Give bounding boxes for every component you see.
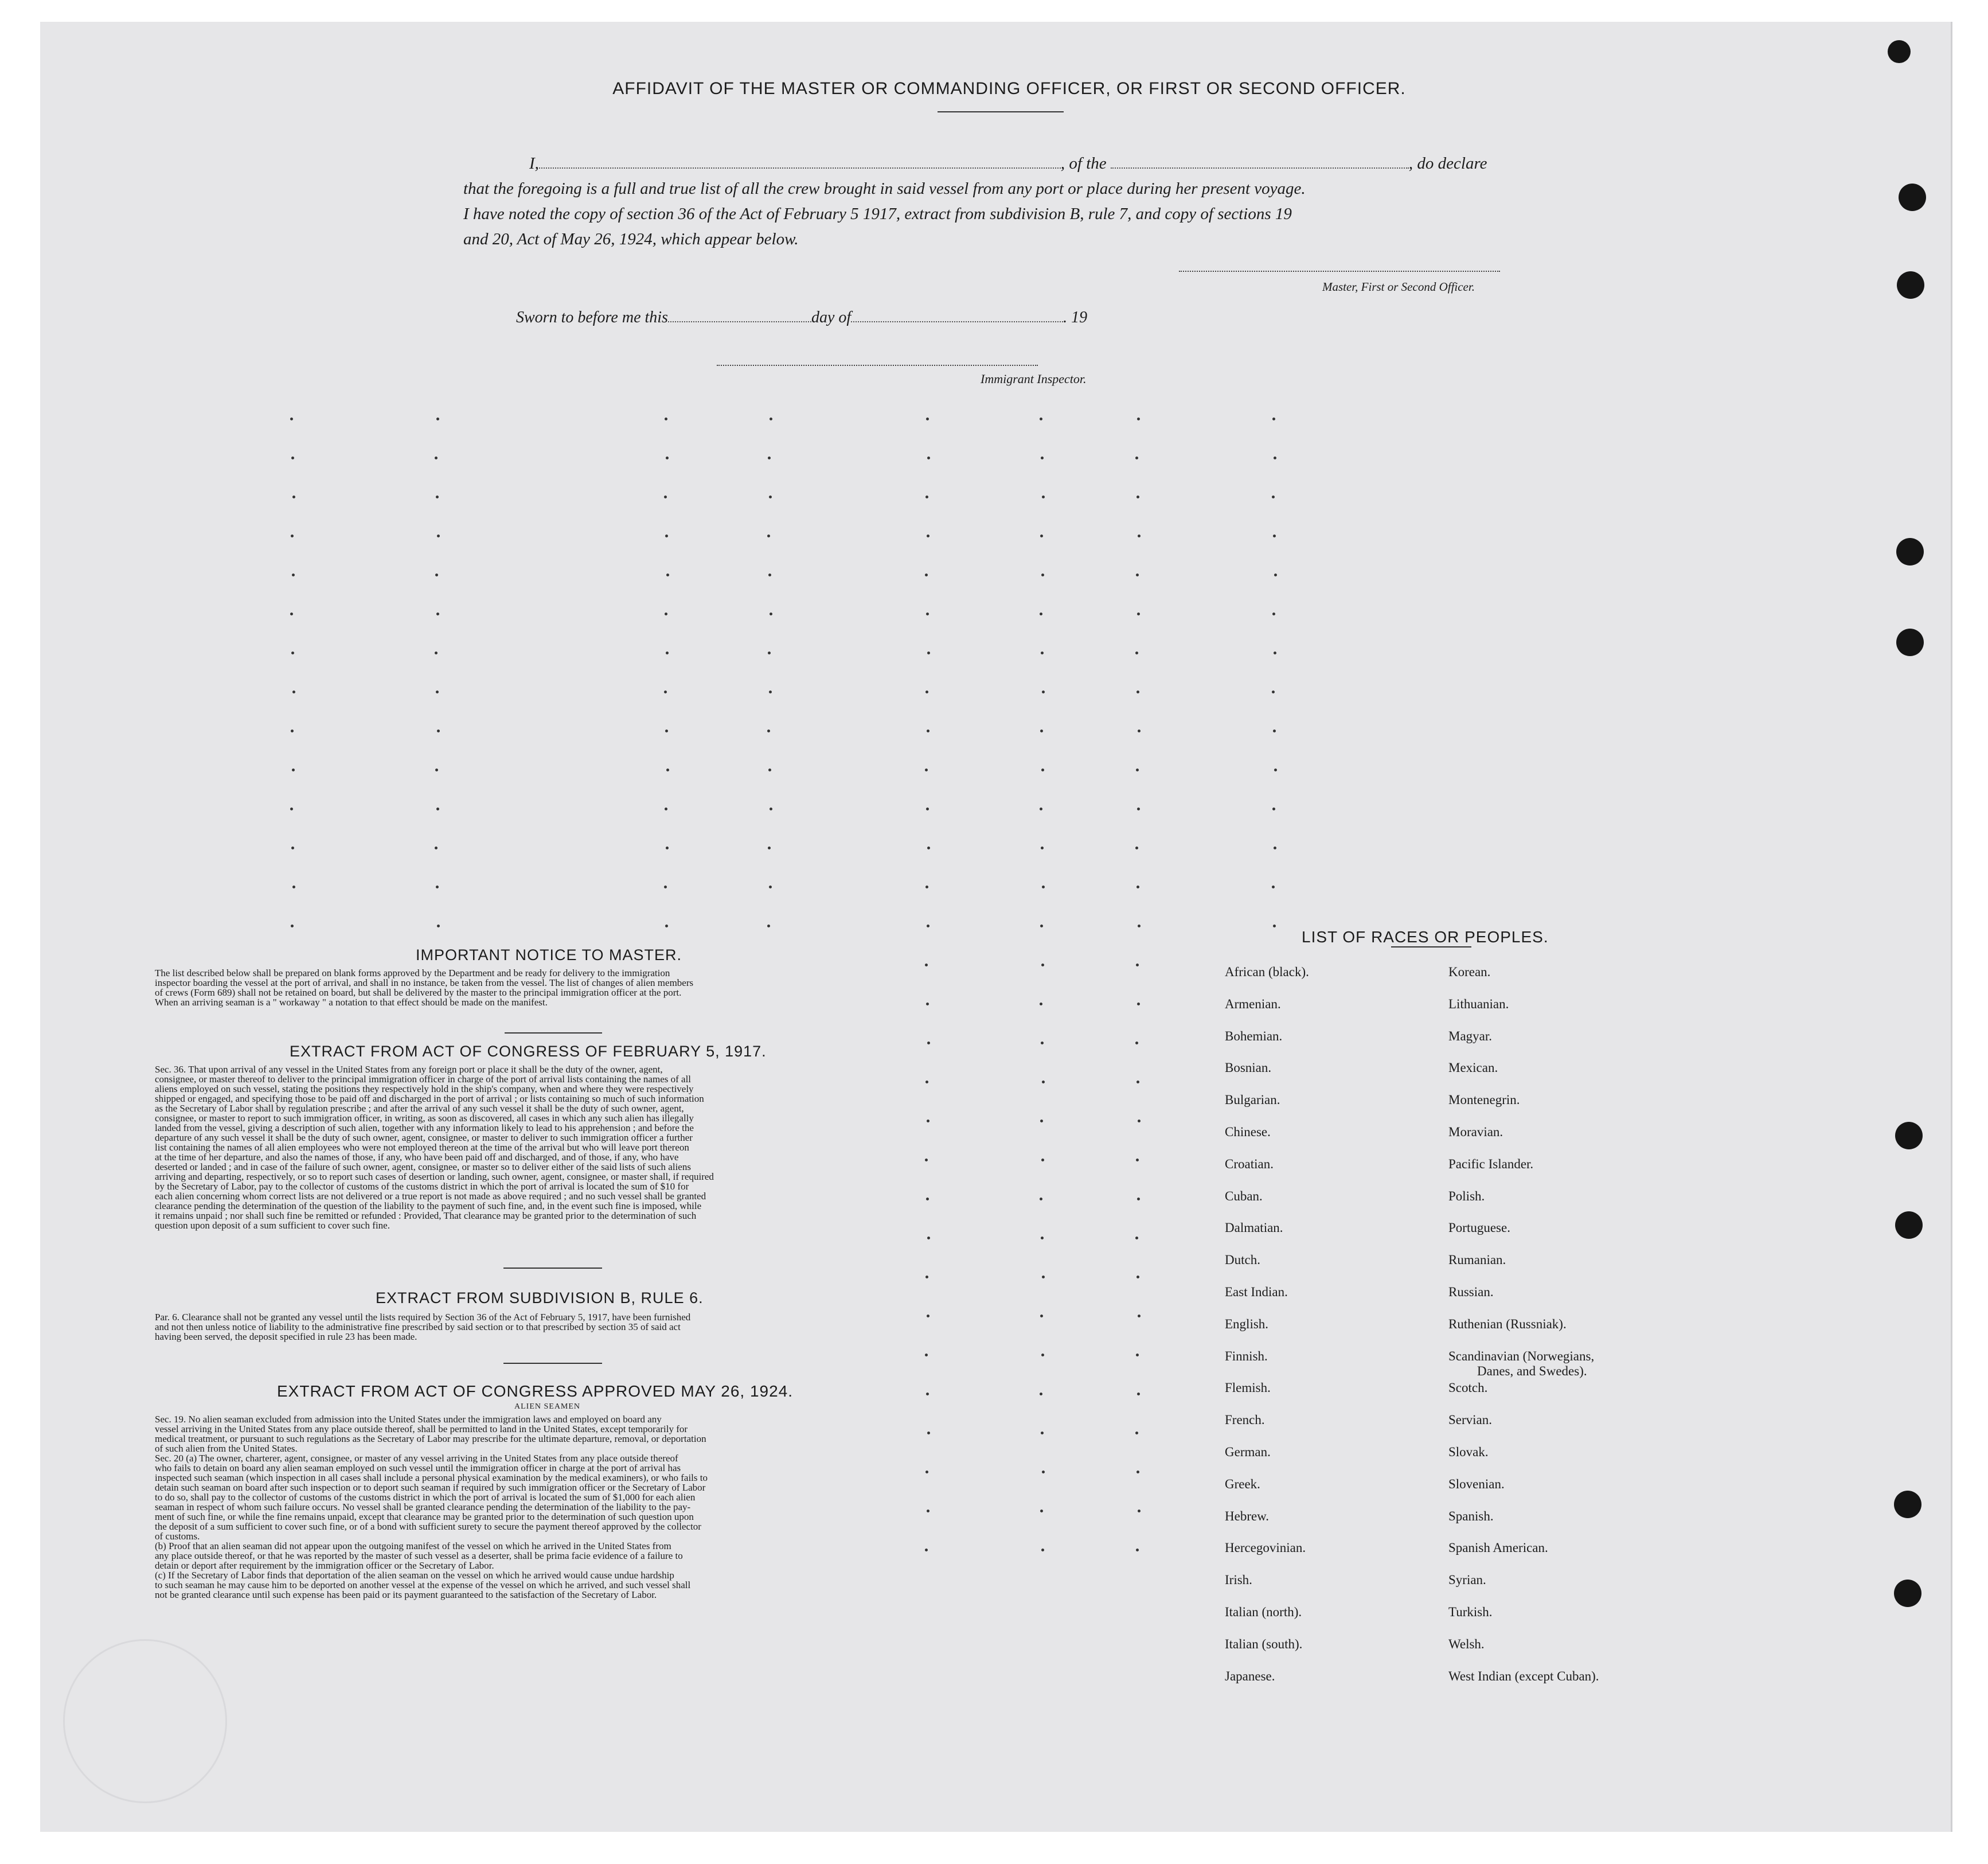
guide-dot [927, 535, 929, 537]
guide-dot [1138, 1510, 1141, 1512]
race-item: Hebrew. [1225, 1508, 1270, 1523]
guide-dot [435, 457, 438, 459]
guide-dot [1272, 613, 1275, 615]
guide-dot [767, 730, 770, 732]
guide-dot [1138, 730, 1141, 732]
race-item: Armenian. [1225, 996, 1281, 1011]
guide-dot [926, 418, 929, 420]
guide-dot [1041, 574, 1044, 576]
guide-dot [291, 925, 294, 927]
race-item: West Indian (except Cuban). [1448, 1668, 1599, 1683]
extract-line: consignee, or master thereof to deliver to the principal immigration officer in charge of the port of arrival lists containing the names of all [155, 1074, 692, 1085]
guide-dot [436, 691, 439, 693]
extract-line: arriving and departing, respectively, or so to report such cases of desertion or landing, such owner, agent, consignee, or master shall, if required [155, 1171, 714, 1182]
guide-dot [664, 496, 667, 498]
guide-dot [1135, 1237, 1138, 1239]
vessel-field[interactable] [1111, 167, 1409, 169]
guide-dot [666, 574, 669, 576]
sworn-label: Sworn to before me this [516, 309, 668, 326]
race-item: Bulgarian. [1225, 1093, 1280, 1108]
guide-dot [1136, 1549, 1139, 1551]
guide-dot [927, 457, 930, 459]
guide-dot [1274, 457, 1276, 459]
guide-dot [435, 574, 438, 576]
title-underline [938, 111, 1064, 112]
guide-dot [1272, 886, 1275, 888]
guide-dot [1041, 769, 1044, 771]
guide-dot [435, 847, 438, 849]
guide-dot [1040, 1120, 1043, 1122]
guide-dot [435, 769, 438, 771]
guide-dot [1136, 886, 1139, 888]
guide-dot [1040, 730, 1043, 732]
race-item: Korean. [1448, 965, 1491, 979]
affidavit-body [463, 151, 1581, 252]
guide-dot [1135, 1042, 1138, 1044]
guide-dot [665, 613, 667, 615]
guide-dot [1041, 964, 1044, 966]
extract-line: who fails to detain on board any alien seaman employed on such vessel until the immigration officer in charge at the port of arrival has [155, 1463, 681, 1473]
guide-dot [437, 730, 440, 732]
guide-dot [925, 769, 928, 771]
guide-dot [435, 652, 438, 654]
section-divider [503, 1268, 602, 1269]
guide-dot [664, 691, 667, 693]
race-item: Flemish. [1225, 1381, 1271, 1395]
guide-dot [925, 1354, 928, 1356]
extract-line: Sec. 19. No alien seaman excluded from admission into the United States under the immigration laws and employed on board any [155, 1414, 662, 1425]
day-of-label: day of [811, 309, 852, 326]
guide-dot [770, 418, 772, 420]
guide-dot [1272, 691, 1275, 693]
guide-dot [664, 886, 667, 888]
guide-dot [767, 925, 770, 927]
race-item: Polish. [1448, 1188, 1485, 1203]
guide-dot [1274, 769, 1277, 771]
race-item: Chinese. [1225, 1125, 1271, 1139]
race-item: Russian. [1448, 1285, 1494, 1299]
guide-dot [1041, 1237, 1044, 1239]
guide-dot [1040, 1198, 1042, 1200]
race-item: Mexican. [1448, 1060, 1498, 1075]
guide-dot [769, 886, 772, 888]
punch-hole [1895, 1211, 1923, 1239]
guide-dot [1136, 691, 1139, 693]
inspector-signature-line[interactable] [717, 365, 1038, 366]
guide-dot [1135, 457, 1138, 459]
punch-hole [1894, 1491, 1921, 1518]
extract-line: (b) Proof that an alien seaman did not appear upon the outgoing manifest of the vessel on which he arrived in the United States from [155, 1541, 671, 1551]
guide-dot [291, 652, 294, 654]
guide-dot [927, 925, 929, 927]
alien-seamen-subtitle: ALIEN SEAMEN [514, 1402, 581, 1411]
guide-dot [1137, 1003, 1140, 1005]
race-item: Turkish. [1448, 1605, 1493, 1619]
extract-line: inspected such seaman (which inspection in all cases shall include a personal physical examination by the medical examiners), or who fails to [155, 1472, 708, 1483]
race-item: Finnish. [1225, 1348, 1268, 1363]
race-item: Spanish American. [1448, 1541, 1548, 1555]
guide-dot [1042, 1276, 1045, 1278]
guide-dot [925, 886, 928, 888]
guide-dot [1273, 535, 1276, 537]
extract-line: shipped or engaged, and specifying those to be paid off and discharged in the port of arrival ; or lists containing so much of such information [155, 1093, 704, 1104]
sworn-line [516, 309, 1087, 327]
guide-dot [1041, 1432, 1044, 1434]
race-item: Pacific Islander. [1448, 1156, 1534, 1171]
extract-line: of such alien from the United States. [155, 1443, 298, 1454]
guide-dot [927, 847, 930, 849]
extract-line: aliens employed on such vessel, stating the positions they respectively hold in the ship's company, when and where they were respectively [155, 1083, 694, 1094]
section-divider [503, 1363, 602, 1364]
guide-dot [1272, 808, 1275, 810]
guide-dot [925, 964, 928, 966]
guide-dot [925, 574, 928, 576]
guide-dot [1135, 847, 1138, 849]
guide-dot [290, 808, 293, 810]
guide-dot [1272, 418, 1275, 420]
race-item: Syrian. [1448, 1573, 1486, 1588]
extract-line: landed from the vessel, giving a description of such alien, together with any information likely to lead to his apprehension ; and before the [155, 1122, 694, 1133]
race-item: Moravian. [1448, 1125, 1503, 1139]
guide-dot [1136, 1159, 1139, 1161]
race-item: Magyar. [1448, 1028, 1493, 1043]
affidavit-line-2: that the foregoing is a full and true list of all the crew brought in said vessel from any port or place during her present voyage. [463, 180, 1306, 198]
guide-dot [768, 457, 771, 459]
guide-dot [1042, 1471, 1045, 1473]
guide-dot [1138, 925, 1141, 927]
guide-dot [925, 496, 928, 498]
guide-dot [767, 535, 770, 537]
affidavit-line-3: I have noted the copy of section 36 of the Act of February 5 1917, extract from subdivision B, rule 7, and copy of sections 19 [463, 205, 1292, 223]
race-item: Bosnian. [1225, 1060, 1272, 1075]
races-title: LIST OF RACES OR PEOPLES. [1302, 928, 1549, 946]
notice-line: of crews (Form 689) shall not be retained on board, but shall be delivered by the master to the principal immigration officer at the port. [155, 987, 682, 998]
guide-dot [437, 535, 440, 537]
extract-1917-title: EXTRACT FROM ACT OF CONGRESS OF FEBRUARY 5, 1917. [290, 1043, 767, 1060]
punch-hole [1899, 184, 1926, 211]
extract-1924-text [155, 1414, 992, 1600]
affidavit-of-the: , of the [1060, 154, 1107, 173]
guide-dot [926, 1393, 929, 1395]
guide-dot [1040, 808, 1042, 810]
rule-line: Par. 6. Clearance shall not be granted any vessel until the lists required by Section 36 of the Act of February 5, 1917, have been furnished [155, 1312, 691, 1323]
guide-dot [1136, 1081, 1139, 1083]
guide-dot [1274, 574, 1277, 576]
inspector-label: Immigrant Inspector. [981, 372, 1087, 386]
race-item: Dalmatian. [1225, 1220, 1283, 1235]
guide-dot [291, 730, 294, 732]
extract-line: detain or deport after requirement by the immigration officer or the Secretary of Labor. [155, 1560, 494, 1571]
guide-dot [1138, 535, 1141, 537]
guide-dot [768, 652, 771, 654]
guide-dot [1274, 847, 1276, 849]
guide-dot [436, 613, 439, 615]
race-item: African (black). [1225, 965, 1309, 979]
punch-hole [1896, 538, 1924, 566]
guide-dot [666, 847, 669, 849]
extract-line: the deposit of a sum sufficient to cover such fine, or of a bond with sufficient surety to secure the payment thereof approved by the collector [155, 1521, 701, 1532]
guide-dot [1041, 1549, 1044, 1551]
extract-line: ment of such fine, or while the fine remains unpaid, except that clearance may be granted prior to the determination of such question upon [155, 1511, 694, 1522]
race-item: Portuguese. [1448, 1220, 1510, 1235]
race-item: Scandinavian (Norwegians, [1448, 1348, 1595, 1363]
guide-dot [768, 574, 771, 576]
race-item: Dutch. [1225, 1253, 1260, 1268]
guide-dot [770, 613, 772, 615]
guide-dot [1041, 457, 1044, 459]
guide-dot [1136, 574, 1139, 576]
guide-dot [666, 769, 669, 771]
guide-dot [769, 496, 772, 498]
guide-dot [1273, 925, 1276, 927]
name-field[interactable] [539, 167, 1061, 169]
guide-dot [291, 535, 294, 537]
year-label: . 19 [1063, 309, 1088, 326]
guide-dot [665, 535, 668, 537]
extract-line: of customs. [155, 1531, 200, 1542]
extract-line: Sec. 36. That upon arrival of any vessel in the United States from any foreign port or place it shall be the duty of the owner, agent, [155, 1064, 663, 1075]
guide-dot [927, 730, 929, 732]
guide-dot [1137, 613, 1140, 615]
guide-dot [290, 613, 293, 615]
notice-text [155, 968, 992, 1007]
rule-6-text [155, 1312, 992, 1342]
master-signature-label: Master, First or Second Officer. [1322, 280, 1475, 294]
guide-dot [1041, 847, 1044, 849]
guide-dot [925, 1276, 928, 1278]
race-item: Japanese. [1225, 1668, 1275, 1683]
guide-dot [926, 613, 929, 615]
guide-dot [1042, 496, 1045, 498]
guide-dot [927, 1237, 930, 1239]
guide-dot [1040, 1510, 1043, 1512]
guide-dot [768, 847, 771, 849]
guide-dot [1040, 1393, 1042, 1395]
affidavit-i: I, [529, 154, 539, 173]
guide-dot [290, 418, 293, 420]
rule-6-title: EXTRACT FROM SUBDIVISION B, RULE 6. [376, 1289, 704, 1307]
guide-dot [292, 886, 295, 888]
guide-dot [927, 1042, 930, 1044]
guide-dot [436, 496, 439, 498]
extract-line: Sec. 20 (a) The owner, charterer, agent, consignee, or master of any vessel arriving in the United States from any place outside thereof [155, 1453, 678, 1464]
rule-line: and not then unless notice of liability to the administrative fine prescribed by said section or to that prescribed by section 35 of said act [155, 1321, 681, 1332]
extract-line: it remains unpaid ; nor shall such fine be remitted or refunded : Provided, That clearance may be granted prior to the determination of such [155, 1210, 697, 1221]
extract-line: to do so, shall pay to the collector of customs of the customs district in which the port of arrival is located the sum of $1,000 for each alien [155, 1492, 696, 1503]
extract-line: at the time of her departure, and also the names of those, if any, who have been paid off and discharged, and of those, if any, who have [155, 1152, 679, 1163]
race-item: Rumanian. [1448, 1253, 1506, 1268]
guide-dot [1137, 808, 1140, 810]
guide-dot [436, 886, 439, 888]
guide-dot [1040, 1315, 1043, 1317]
extract-line: to such seaman he may cause him to be deported on another vessel at the expense of the vessel on which he arrived, and such vessel shall [155, 1580, 691, 1590]
guide-dot [925, 691, 928, 693]
guide-dot [1137, 1393, 1140, 1395]
guide-dot [1041, 652, 1044, 654]
guide-dot [665, 418, 667, 420]
guide-dot [436, 808, 439, 810]
guide-dot [1040, 1003, 1042, 1005]
punch-hole [1897, 271, 1924, 299]
races-title-underline [1391, 946, 1471, 947]
extract-line: each alien concerning whom correct lists are not delivered or a true report is not made as above required ; and no such vessel shall be granted [155, 1191, 706, 1202]
guide-dot [1136, 769, 1139, 771]
guide-dot [1137, 1198, 1140, 1200]
guide-dot [292, 769, 295, 771]
extract-line: by the Secretary of Labor, pay to the collector of customs of the customs district in which the port of arrival is located the sum of $10 for [155, 1181, 689, 1192]
extract-line: medical treatment, or pursuant to such regulations as the Secretary of Labor may prescribe for the ultimate departure, removal, or deportation [155, 1433, 706, 1444]
race-item: Croatian. [1225, 1156, 1274, 1171]
extract-line: seaman in respect of whom such failure occurs. No vessel shall be granted clearance pending the determination of the liability to the pay- [155, 1502, 691, 1512]
section-divider [505, 1032, 602, 1034]
guide-dot [1138, 1120, 1141, 1122]
race-item: English. [1225, 1316, 1269, 1331]
guide-dot [666, 652, 669, 654]
extract-line: any place outside thereof, or that he was reported by the master of such vessel as a deserter, shall be prima facie evidence of a failure to [155, 1550, 683, 1561]
affidavit-declare: , do declare [1408, 154, 1487, 173]
guide-dot [1274, 652, 1276, 654]
guide-dot [292, 496, 295, 498]
guide-dot [927, 652, 930, 654]
race-item: Ruthenian (Russniak). [1448, 1316, 1567, 1331]
guide-dot [1136, 964, 1139, 966]
guide-dot [926, 808, 929, 810]
guide-dot [1042, 691, 1045, 693]
guide-dot [291, 847, 294, 849]
punch-hole [1894, 1580, 1921, 1607]
extract-1924-title: EXTRACT FROM ACT OF CONGRESS APPROVED MAY 26, 1924. [277, 1382, 794, 1400]
extract-line: vessel arriving in the United States from any place outside thereof, shall be permitted to land in the United States, except temporarily for [155, 1424, 688, 1434]
guide-dot [770, 808, 772, 810]
sworn-month-field[interactable] [851, 321, 1063, 322]
guide-dot [1041, 1354, 1044, 1356]
guide-dot [769, 691, 772, 693]
guide-dot [666, 457, 669, 459]
guide-dot [292, 574, 295, 576]
document-page [40, 22, 1952, 1832]
punch-hole [1895, 1122, 1923, 1149]
race-item: East Indian. [1225, 1285, 1288, 1299]
race-item: Greek. [1225, 1476, 1260, 1491]
guide-dot [1041, 1042, 1044, 1044]
notice-line: The list described below shall be prepared on blank forms approved by the Department and be ready for delivery to the immigration [155, 968, 670, 978]
extract-line: deserted or landed ; and in case of the failure of such owner, agent, consignee, or master so to deliver either of the said lists of such aliens [155, 1161, 691, 1172]
guide-dot [291, 457, 294, 459]
race-item: Spanish. [1448, 1508, 1494, 1523]
notice-line: When an arriving seaman is a " workaway " a notation to that effect should be made on the manifest. [155, 997, 548, 1008]
guide-dot [1042, 886, 1045, 888]
extract-line: (c) If the Secretary of Labor finds that deportation of the alien seaman on the vessel on which he arrived would cause undue hardship [155, 1570, 674, 1581]
race-item: Irish. [1225, 1573, 1252, 1588]
race-item: Italian (south). [1225, 1636, 1303, 1651]
guide-dot [1272, 496, 1275, 498]
guide-dot [1136, 496, 1139, 498]
extract-line: as the Secretary of Labor shall by regulation prescribe ; and after the arrival of any such vessel it shall be the duty of such owner, agent, [155, 1103, 684, 1114]
guide-dot [1042, 1081, 1045, 1083]
master-signature-line[interactable] [1179, 271, 1500, 272]
guide-dot [665, 730, 668, 732]
affidavit-line-4: and 20, Act of May 26, 1924, which appear below. [463, 230, 799, 248]
guide-dot [1040, 535, 1043, 537]
guide-dot [1040, 925, 1043, 927]
guide-dot [1138, 1315, 1141, 1317]
race-item: Slovak. [1448, 1445, 1489, 1459]
guide-dot [665, 925, 668, 927]
race-item: French. [1225, 1413, 1265, 1428]
sworn-day-field[interactable] [668, 321, 811, 322]
notice-title: IMPORTANT NOTICE TO MASTER. [416, 946, 682, 964]
guide-dot [437, 925, 440, 927]
extract-1917-text [155, 1064, 992, 1230]
guide-dot [1136, 1354, 1139, 1356]
guide-dot [1040, 613, 1042, 615]
extract-line: clearance pending the determination of the question of the liability to the payment of such fine, and, in the event such fine is imposed, while [155, 1200, 702, 1211]
guide-dot [768, 769, 771, 771]
guide-dot [1040, 418, 1042, 420]
embossed-seal [63, 1639, 227, 1803]
race-item: Lithuanian. [1448, 996, 1509, 1011]
guide-dot [1273, 730, 1276, 732]
race-item: Montenegrin. [1448, 1093, 1520, 1108]
punch-hole [1896, 629, 1924, 656]
race-item: Cuban. [1225, 1188, 1263, 1203]
affidavit-title: AFFIDAVIT OF THE MASTER OR COMMANDING OFFICER, OR FIRST OR SECOND OFFICER. [612, 79, 1406, 98]
race-item: Hercegovinian. [1225, 1541, 1306, 1555]
race-item: Scotch. [1448, 1381, 1488, 1395]
extract-line: not be granted clearance until such expense has been paid or its payment guaranteed to the satisfaction of the Secretary of Labor. [155, 1589, 657, 1600]
guide-dot [665, 808, 667, 810]
race-item: Slovenian. [1448, 1476, 1505, 1491]
guide-dot [1135, 1432, 1138, 1434]
extract-line: consignee, or master to report to such immigration officer, in writing, as soon as discovered, all cases in which any such alien has illegally [155, 1113, 694, 1124]
rule-line: having been served, the deposit specified in rule 23 has been made. [155, 1331, 417, 1342]
guide-dot [1136, 1471, 1139, 1473]
race-item: Danes, and Swedes). [1477, 1363, 1587, 1378]
guide-dot [1137, 418, 1140, 420]
race-item: Servian. [1448, 1413, 1493, 1428]
race-item: Italian (north). [1225, 1605, 1302, 1619]
extract-line: departure of any such vessel it shall be the duty of such owner, agent, consignee, or master to deliver to such immigration officer a further [155, 1132, 693, 1143]
notice-line: inspector boarding the vessel at the port of arrival, and shall in no instance, be taken from the vessel. The list of changes of alien members [155, 977, 694, 988]
extract-line: list containing the names of all alien employees who were not employed thereon at the time of the arrival but who will leave port thereon [155, 1142, 689, 1153]
extract-line: question upon deposit of a sum sufficient to cover such fine. [155, 1220, 390, 1231]
race-item: German. [1225, 1445, 1271, 1459]
punch-hole [1888, 40, 1911, 63]
race-item: Bohemian. [1225, 1028, 1283, 1043]
guide-dot [1041, 1159, 1044, 1161]
guide-dot [292, 691, 295, 693]
race-item: Welsh. [1448, 1636, 1485, 1651]
guide-dot [436, 418, 439, 420]
guide-dot [1136, 1276, 1139, 1278]
guide-dot [1135, 652, 1138, 654]
extract-line: detain such seaman on board after such inspection or to deport such seaman if required by such immigration officer or the Secretary of Labor [155, 1482, 706, 1493]
